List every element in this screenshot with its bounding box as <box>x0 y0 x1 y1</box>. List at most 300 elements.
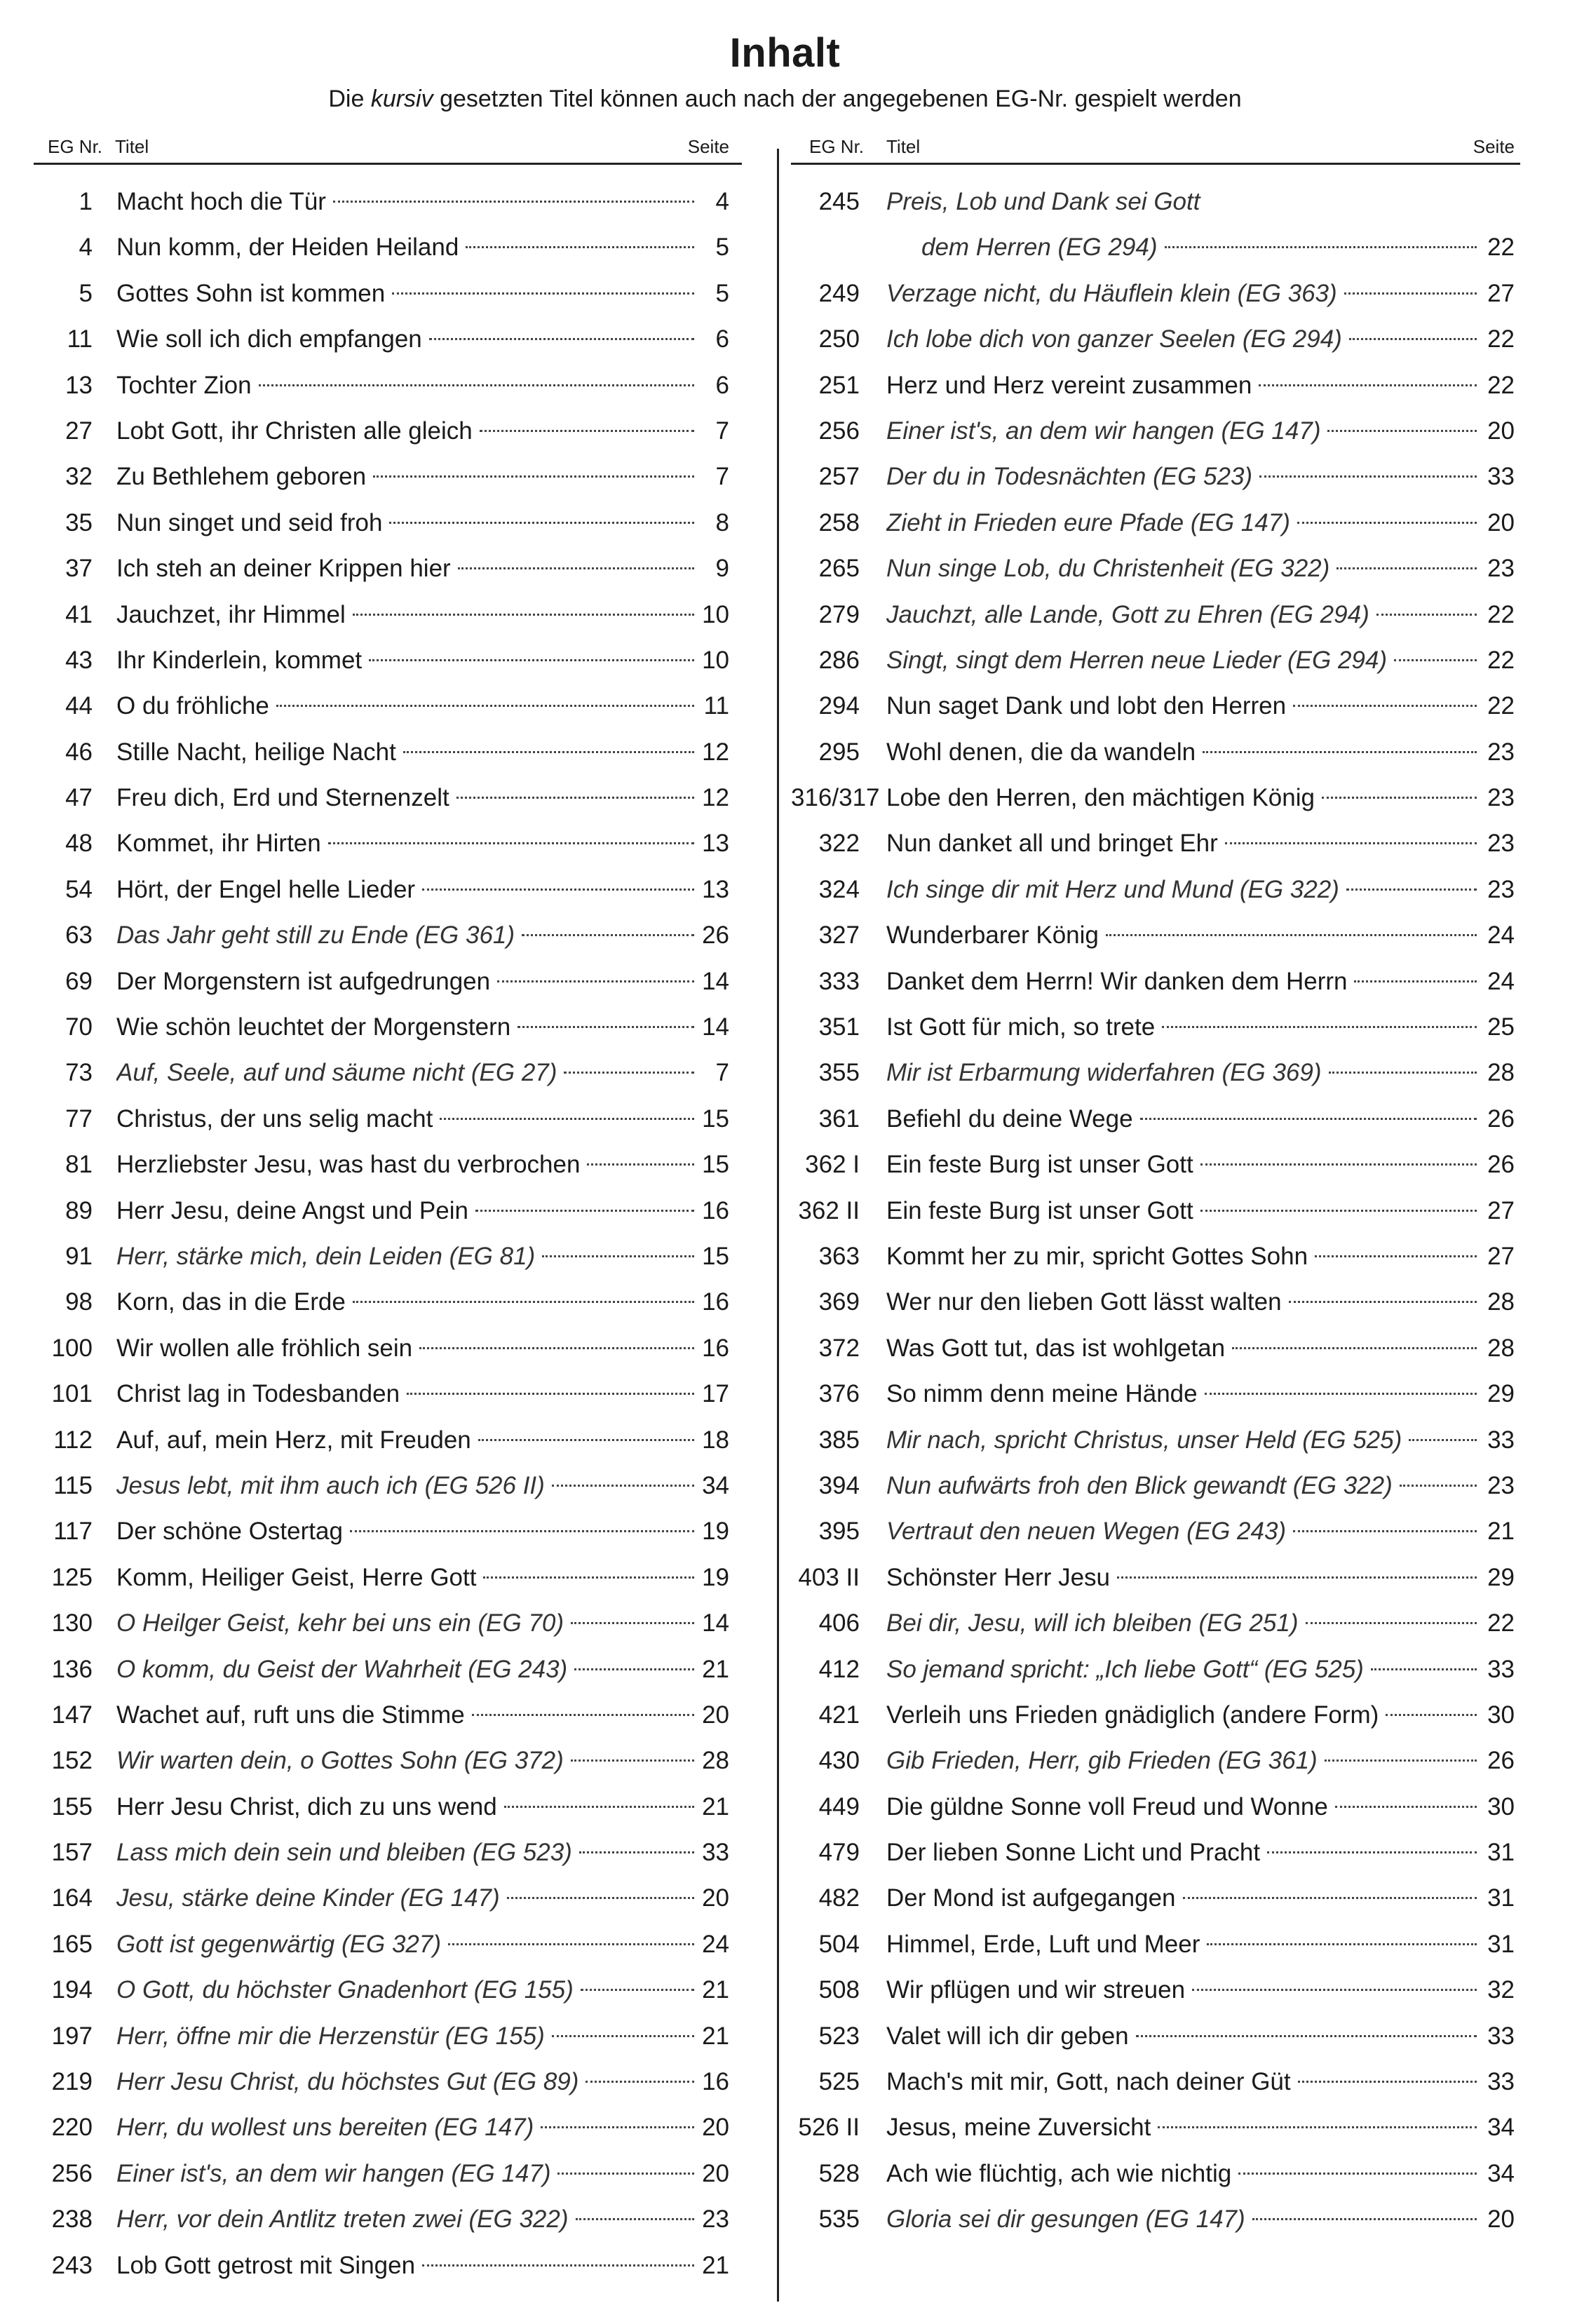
toc-entry <box>791 1371 1520 1417</box>
entry-title: Verzage nicht, du Häuflein klein (EG 363) <box>886 279 1337 307</box>
toc-entry <box>791 1463 1520 1508</box>
entry-title: Christus, der uns selig macht <box>116 1104 433 1133</box>
toc-entry <box>791 271 1520 316</box>
entry-title: Wie schön leuchtet der Morgenstern <box>116 1013 511 1041</box>
toc-entry <box>34 820 742 866</box>
dot-leader <box>1371 1668 1477 1670</box>
toc-entry <box>791 179 1520 224</box>
entry-page-number: 20 <box>1487 417 1515 445</box>
entry-title: Der lieben Sonne Licht und Pracht <box>886 1839 1261 1867</box>
entry-title-cell <box>116 1279 694 1325</box>
dot-leader <box>373 475 694 478</box>
entry-title: Korn, das in die Erde <box>116 1288 346 1316</box>
entry-page-number: 12 <box>702 738 729 766</box>
page-title: Inhalt <box>729 30 841 76</box>
entry-eg-number: 361 <box>818 1104 860 1133</box>
toc-entry <box>791 637 1520 683</box>
entry-title-cell <box>116 546 694 591</box>
entry-title: Herr, öffne mir die Herzenstür (EG 155) <box>116 2022 545 2050</box>
entry-title: Stille Nacht, heilige Nacht <box>116 738 396 766</box>
dot-leader <box>458 567 694 569</box>
entry-title-cell <box>116 2196 694 2242</box>
entry-page-number: 25 <box>1487 1013 1515 1041</box>
toc-entry <box>34 2151 742 2196</box>
toc-entry <box>791 592 1520 637</box>
entry-title: Gib Frieden, Herr, gib Frieden (EG 361) <box>886 1747 1318 1775</box>
entry-page-number: 12 <box>702 784 729 812</box>
entry-eg-number: 279 <box>818 600 860 628</box>
entry-page-number: 14 <box>702 967 729 995</box>
dot-leader <box>1293 705 1477 707</box>
entry-page-number: 27 <box>1487 279 1515 307</box>
entry-title-cell <box>886 1325 1477 1371</box>
toc-entry <box>34 1325 742 1371</box>
dot-leader <box>574 1668 694 1670</box>
entry-page-number: 13 <box>702 830 729 858</box>
entry-eg-number: 508 <box>818 1976 860 2004</box>
entry-eg-number: 265 <box>818 555 860 583</box>
entry-eg-number: 355 <box>818 1059 860 1087</box>
dot-leader <box>1207 1943 1477 1945</box>
toc-entry <box>791 408 1520 454</box>
entry-page-number: 23 <box>1487 875 1515 903</box>
dot-leader <box>507 1897 694 1899</box>
entry-page-number: 16 <box>702 2068 729 2096</box>
entry-title: Jesus lebt, mit ihm auch ich (EG 526 II) <box>116 1471 545 1499</box>
entry-title-cell <box>886 271 1477 316</box>
entry-title-cell <box>886 1508 1477 1554</box>
entry-eg-number: 528 <box>818 2159 860 2187</box>
entry-title: Kommt her zu mir, spricht Gottes Sohn <box>886 1242 1308 1270</box>
entry-title: Bei dir, Jesu, will ich bleiben (EG 251) <box>886 1609 1299 1637</box>
dot-leader <box>1306 1622 1477 1624</box>
entry-title-cell <box>116 2059 694 2105</box>
toc-entry <box>34 729 742 775</box>
subtitle-text-start: Die <box>328 86 371 112</box>
entry-title-cell <box>886 2196 1477 2242</box>
toc-entry <box>791 1738 1520 1783</box>
dot-leader <box>448 1943 694 1945</box>
entry-title-cell <box>116 1967 694 2013</box>
entry-page-number: 21 <box>702 2022 729 2050</box>
entry-page-number: 14 <box>702 1013 729 1041</box>
toc-entry <box>791 729 1520 775</box>
subtitle-text-end: gesetzten Titel können auch nach der angegebenen EG-Nr. gespielt werden <box>433 86 1242 112</box>
entry-title: Jesus, meine Zuversicht <box>886 2114 1151 2142</box>
toc-entry <box>34 1371 742 1417</box>
entry-eg-number: 48 <box>65 830 93 858</box>
entry-page-number: 22 <box>1487 234 1515 262</box>
entry-eg-number: 333 <box>818 967 860 995</box>
entry-eg-number: 63 <box>65 921 93 950</box>
entry-page-number: 20 <box>1487 508 1515 536</box>
toc-entry <box>34 683 742 729</box>
toc-entry <box>791 1830 1520 1875</box>
entry-title-cell <box>886 2105 1477 2150</box>
toc-entry <box>791 683 1520 729</box>
entry-title-cell <box>886 729 1477 775</box>
entry-title-cell <box>116 1647 694 1692</box>
entry-title-cell <box>116 271 694 316</box>
page-subtitle <box>0 86 1570 113</box>
entry-eg-number: 482 <box>818 1884 860 1912</box>
entry-eg-number: 4 <box>79 234 93 262</box>
entry-title: Nun komm, der Heiden Heiland <box>116 234 459 262</box>
entry-title: Preis, Lob und Dank sei Gott <box>886 188 1200 215</box>
entry-title-cell <box>886 363 1477 408</box>
entry-title: Wohl denen, die da wandeln <box>886 738 1196 766</box>
dot-leader <box>1376 614 1477 616</box>
dot-leader <box>1293 1530 1477 1532</box>
column-header <box>34 133 742 165</box>
toc-entry <box>34 316 742 362</box>
dot-leader <box>552 2035 694 2037</box>
dot-leader <box>552 1485 694 1487</box>
entry-title: Valet will ich dir geben <box>886 2022 1129 2050</box>
entry-title-cell <box>886 820 1477 866</box>
dot-leader <box>571 1622 694 1624</box>
toc-entry <box>34 1875 742 1921</box>
toc-entry <box>791 1417 1520 1463</box>
dot-leader <box>422 2264 694 2266</box>
dot-leader <box>1327 430 1477 432</box>
dot-leader <box>480 430 694 432</box>
entry-title: Wir warten dein, o Gottes Sohn (EG 372) <box>116 1747 564 1775</box>
entry-page-number: 32 <box>1487 1976 1515 2004</box>
entry-title: Nun singet und seid froh <box>116 508 383 536</box>
entry-eg-number: 54 <box>65 875 93 903</box>
entry-page-number: 16 <box>702 1196 729 1224</box>
entry-page-number: 22 <box>1487 1609 1515 1637</box>
dot-leader <box>472 1714 694 1716</box>
header-page: Seite <box>687 136 729 157</box>
entry-title-cell <box>116 2013 694 2059</box>
entry-title-cell <box>116 912 694 958</box>
dot-leader <box>1117 1576 1477 1579</box>
entry-page-number: 28 <box>1487 1059 1515 1087</box>
entry-page-number: 26 <box>702 921 729 950</box>
entry-eg-number: 11 <box>67 325 93 353</box>
entry-eg-number: 1 <box>79 188 93 215</box>
entry-page-number: 34 <box>1487 2159 1515 2187</box>
entry-eg-number: 157 <box>51 1839 93 1867</box>
entry-title-cell <box>116 1463 694 1508</box>
toc-entry <box>34 546 742 591</box>
toc-entry <box>791 820 1520 866</box>
entry-eg-number: 526 II <box>798 2114 860 2142</box>
entry-title: Verleih uns Frieden gnädiglich (andere Form) <box>886 1701 1379 1729</box>
dot-leader <box>407 1393 694 1395</box>
entry-title: Lass mich dein sein und bleiben (EG 523) <box>116 1839 572 1867</box>
entry-page-number: 26 <box>1487 1151 1515 1179</box>
toc-entry <box>791 1784 1520 1830</box>
toc-entry <box>791 316 1520 362</box>
entry-page-number: 29 <box>1487 1380 1515 1408</box>
toc-column-left <box>34 133 742 2288</box>
toc-entry <box>791 867 1520 912</box>
entry-title-cell <box>886 592 1477 637</box>
entry-title: Zu Bethlehem geboren <box>116 463 367 491</box>
entry-eg-number: 324 <box>818 875 860 903</box>
toc-entry <box>34 1142 742 1187</box>
entry-title: Himmel, Erde, Luft und Meer <box>886 1930 1200 1958</box>
entry-title-cell <box>116 2105 694 2150</box>
entry-title: Ihr Kinderlein, kommet <box>116 646 363 674</box>
entry-eg-number: 525 <box>818 2068 860 2096</box>
entry-title: Nun singe Lob, du Christenheit (EG 322) <box>886 555 1330 583</box>
dot-leader <box>328 842 694 844</box>
entry-title-cell <box>886 637 1477 683</box>
entry-title: Herr, stärke mich, dein Leiden (EG 81) <box>116 1242 536 1270</box>
entry-title-cell <box>116 1508 694 1554</box>
toc-entry <box>34 637 742 683</box>
toc-entry <box>791 2013 1520 2059</box>
entry-eg-number: 155 <box>51 1792 93 1820</box>
toc-entry <box>791 1004 1520 1050</box>
entry-title-cell <box>116 179 694 224</box>
entry-eg-number: 251 <box>818 371 860 399</box>
entry-title-cell <box>116 1050 694 1095</box>
entry-title-cell <box>886 2151 1477 2196</box>
dot-leader <box>1394 659 1477 661</box>
entry-page-number: 28 <box>1487 1288 1515 1316</box>
header-page: Seite <box>1473 136 1515 157</box>
dot-leader <box>466 246 694 248</box>
entry-page-number: 18 <box>702 1426 729 1454</box>
entry-title: Lob Gott getrost mit Singen <box>116 2251 416 2279</box>
dot-leader <box>350 1530 694 1532</box>
entry-eg-number: 44 <box>65 692 93 720</box>
toc-entry <box>34 1692 742 1738</box>
entry-title-cell <box>886 454 1477 499</box>
toc-entry <box>791 363 1520 408</box>
entry-page-number: 10 <box>702 646 729 674</box>
dot-leader <box>1225 842 1477 844</box>
entry-eg-number: 257 <box>818 463 860 491</box>
toc-entry <box>34 2243 742 2288</box>
dot-leader <box>1183 1897 1477 1899</box>
toc-entry <box>34 1279 742 1325</box>
entry-title-cell <box>886 1967 1477 2013</box>
entry-eg-number: 295 <box>818 738 860 766</box>
toc-entry <box>791 2196 1520 2242</box>
dot-leader <box>1140 1118 1477 1120</box>
toc-entry <box>34 1600 742 1646</box>
toc-entry <box>791 1142 1520 1187</box>
entry-title-cell <box>116 1142 694 1187</box>
entry-eg-number: 479 <box>818 1839 860 1867</box>
entry-title: Jesu, stärke deine Kinder (EG 147) <box>116 1884 500 1912</box>
entry-title-cell <box>116 1830 694 1875</box>
entry-eg-number: 219 <box>51 2068 93 2096</box>
entry-title-cell <box>116 683 694 729</box>
entry-title-cell <box>116 1371 694 1417</box>
entry-title: Hört, der Engel helle Lieder <box>116 875 416 903</box>
entry-title-cell <box>116 363 694 408</box>
entry-eg-number: 376 <box>818 1380 860 1408</box>
entry-title-cell <box>886 179 1477 224</box>
entry-title: Einer ist's, an dem wir hangen (EG 147) <box>886 417 1321 445</box>
entry-title-cell <box>886 1738 1477 1783</box>
entry-title: Jauchzt, alle Lande, Gott zu Ehren (EG 294) <box>886 600 1369 628</box>
entry-title-cell <box>116 1417 694 1463</box>
entry-page-number: 22 <box>1487 646 1515 674</box>
entry-page-number: 23 <box>1487 1471 1515 1499</box>
toc-entry <box>791 1325 1520 1371</box>
dot-leader <box>1386 1714 1477 1716</box>
dot-leader <box>353 1301 694 1303</box>
toc-entry <box>34 2105 742 2150</box>
entry-page-number: 30 <box>1487 1701 1515 1729</box>
dot-leader <box>389 522 694 524</box>
dot-leader <box>333 201 694 203</box>
toc-entry <box>791 1279 1520 1325</box>
entry-title: Ich steh an deiner Krippen hier <box>116 555 451 583</box>
toc-entry <box>34 1463 742 1508</box>
column-divider <box>777 149 779 2302</box>
toc-entry <box>34 1508 742 1554</box>
entry-eg-number: 403 II <box>798 1563 860 1591</box>
entry-title-cell <box>886 683 1477 729</box>
entry-title: Komm, Heiliger Geist, Herre Gott <box>116 1563 477 1591</box>
header-eg-nr: EG Nr. <box>48 136 103 157</box>
dot-leader <box>403 751 694 753</box>
entry-page-number: 19 <box>702 1563 729 1591</box>
entry-eg-number: 243 <box>51 2251 93 2279</box>
entry-eg-number: 35 <box>65 508 93 536</box>
entry-title-cell <box>886 316 1477 362</box>
entry-eg-number: 117 <box>53 1518 93 1546</box>
entry-eg-number: 73 <box>65 1059 93 1087</box>
dot-leader <box>504 1806 694 1808</box>
entry-eg-number: 238 <box>51 2205 93 2234</box>
subtitle-emphasis: kursiv <box>370 86 433 112</box>
entry-title-cell <box>116 820 694 866</box>
entry-title: Herr, vor dein Antlitz treten zwei (EG 322) <box>116 2205 569 2234</box>
entry-page-number: 26 <box>1487 1747 1515 1775</box>
entry-title-cell <box>886 1004 1477 1050</box>
toc-entry <box>34 912 742 958</box>
dot-leader <box>483 1576 694 1579</box>
entry-title-cell <box>116 408 694 454</box>
entry-title: Mir nach, spricht Christus, unser Held (EG 525) <box>886 1426 1402 1454</box>
dot-leader <box>571 1759 694 1762</box>
dot-leader <box>276 705 694 707</box>
entry-title: Herr, du wollest uns bereiten (EG 147) <box>116 2114 534 2142</box>
entry-title-cell <box>886 1921 1477 1967</box>
entry-title: O Gott, du höchster Gnadenhort (EG 155) <box>116 1976 574 2004</box>
entry-title-cell <box>116 454 694 499</box>
toc-entry <box>791 959 1520 1004</box>
entry-title-cell <box>886 1234 1477 1279</box>
toc-entry <box>34 2196 742 2242</box>
toc-entry <box>791 1234 1520 1279</box>
entry-page-number: 31 <box>1487 1839 1515 1867</box>
toc-entry <box>34 1647 742 1692</box>
entry-eg-number: 316/317 <box>791 784 880 812</box>
entry-title: Die güldne Sonne voll Freud und Wonne <box>886 1792 1328 1820</box>
entry-page-number: 27 <box>1487 1242 1515 1270</box>
dot-leader <box>456 797 694 799</box>
toc-entry <box>34 592 742 637</box>
entry-eg-number: 69 <box>65 967 93 995</box>
entry-title: Macht hoch die Tür <box>116 188 326 215</box>
entry-eg-number: 47 <box>65 784 93 812</box>
entry-page-number: 30 <box>1487 1792 1515 1820</box>
entry-page-number: 8 <box>715 508 729 536</box>
entry-title: Herr Jesu Christ, dich zu uns wend <box>116 1792 497 1820</box>
dot-leader <box>1106 934 1477 936</box>
entry-title-cell <box>886 408 1477 454</box>
entry-title-cell <box>116 1234 694 1279</box>
entry-page-number: 15 <box>702 1104 729 1133</box>
entry-page-number: 33 <box>1487 463 1515 491</box>
entry-title: O Heilger Geist, kehr bei uns ein (EG 70) <box>116 1609 564 1637</box>
entry-title: Singt, singt dem Herren neue Lieder (EG 294) <box>886 646 1387 674</box>
toc-entry <box>791 1600 1520 1646</box>
entry-eg-number: 152 <box>51 1747 93 1775</box>
entry-title: Ist Gott für mich, so trete <box>886 1013 1156 1041</box>
entry-title-cell <box>886 1188 1477 1234</box>
entry-title: Wir wollen alle fröhlich sein <box>116 1334 413 1362</box>
entry-title-cell <box>116 1555 694 1600</box>
entry-eg-number: 430 <box>818 1747 860 1775</box>
entry-title: O komm, du Geist der Wahrheit (EG 243) <box>116 1655 568 1683</box>
entry-eg-number: 194 <box>51 1976 93 2004</box>
entry-title: Danket dem Herrn! Wir danken dem Herrn <box>886 967 1348 995</box>
toc-entry <box>34 1096 742 1142</box>
dot-leader <box>1336 567 1477 569</box>
dot-leader <box>557 2173 694 2175</box>
dot-leader <box>353 614 694 616</box>
dot-leader <box>1259 384 1477 386</box>
entry-page-number: 33 <box>1487 2022 1515 2050</box>
entry-eg-number: 369 <box>818 1288 860 1316</box>
entry-eg-number: 249 <box>818 279 860 307</box>
entry-title-cell <box>116 729 694 775</box>
toc-entry <box>34 867 742 912</box>
toc-entry <box>34 454 742 499</box>
entry-eg-number: 101 <box>51 1380 93 1408</box>
entry-page-number: 7 <box>715 463 729 491</box>
entry-title-cell <box>886 224 1477 270</box>
entry-eg-number: 256 <box>51 2159 93 2187</box>
entry-page-number: 28 <box>1487 1334 1515 1362</box>
entry-page-number: 33 <box>1487 1655 1515 1683</box>
entry-title-cell <box>116 1600 694 1646</box>
dot-leader <box>1329 1072 1477 1074</box>
toc-entry <box>34 224 742 270</box>
entry-title-cell <box>886 1096 1477 1142</box>
entry-title-cell <box>886 1279 1477 1325</box>
entry-title: Wunderbarer König <box>886 921 1099 950</box>
entry-page-number: 15 <box>702 1242 729 1270</box>
entry-page-number: 20 <box>1487 2205 1515 2234</box>
entry-title: Christ lag in Todesbanden <box>116 1380 400 1408</box>
entry-title-cell <box>886 912 1477 958</box>
entry-page-number: 10 <box>702 600 729 628</box>
entry-title-cell <box>116 1188 694 1234</box>
dot-leader <box>1165 246 1477 248</box>
entry-title-cell <box>116 1325 694 1371</box>
entry-page-number: 17 <box>702 1380 729 1408</box>
entry-title-cell <box>886 2013 1477 2059</box>
dot-leader <box>497 980 694 982</box>
entry-title-cell <box>116 1004 694 1050</box>
entry-title: Herr Jesu Christ, du höchstes Gut (EG 89) <box>116 2068 579 2096</box>
entry-eg-number: 27 <box>65 417 93 445</box>
dot-leader <box>1322 797 1477 799</box>
